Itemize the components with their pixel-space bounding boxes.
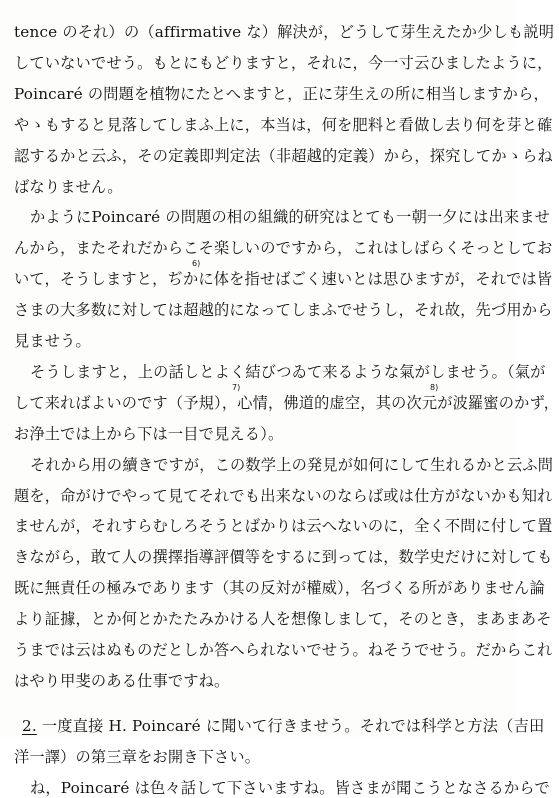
text-line: さまの大多数に対しては超越的になってしまふでせうし，それ故，先づ用から [14, 301, 553, 320]
section-text: 一度直接 H. Poincaré に聞いて行きませう。それでは科学と方法（吉田 [41, 716, 545, 735]
footnote-marker: 8) [430, 382, 439, 392]
text-line: それから用の續きですが，この数学上の発見が如何にして生れるかと云ふ問 [30, 455, 554, 474]
section-heading [22, 716, 545, 736]
text-line: 見ませう。 [14, 332, 91, 350]
footnote-marker: 6) [192, 259, 201, 269]
text-line: うまでは云はぬものだとしか答へられないでせう。ねそうでせう。だからこれ [14, 641, 553, 659]
text-line: より証據，とか何とかたたみかける人を想像しまして，そのとき，まあまあそ [14, 610, 552, 629]
text-line: かようにPoincaré の問題の相の組織的研究はとても一朝一夕には出来ませ [30, 208, 551, 227]
text-line: ばなりません。 [14, 177, 123, 196]
text-line: Poincaré の問題を植物にたとへますと，正に芽生えの所に相当しますから， [14, 84, 549, 103]
text-line: そうしますと，上の話しとよく結びつゐて来るような氣がしませう。（氣が [30, 362, 546, 381]
text-line: して来ればよいのです（予規），心情，佛道的虚空，其の次元が波羅蜜のかず， [14, 393, 559, 412]
text-line: んから，またそれだからこそ楽しいのですから，これはしばらくそっとしてお [14, 239, 553, 258]
text-line: していないでせう。もとにもどりますと，それに，今一寸云ひましたように， [14, 53, 553, 72]
text-line: きながら，敢て人の撰擇指導評價等をするに到っては，数学史だけに対しても [14, 548, 553, 567]
text-line: 認するかと云ふ，その定義即判定法（非超越的定義）から，探究してかゝらね [14, 146, 553, 165]
text-line: 洋一譯）の第三章をお開き下さい。 [14, 747, 261, 766]
text-line: ね，Poincaré は色々話して下さいますね。皆さまが聞こうとなさるからで [30, 778, 550, 797]
text-line: いて，そうしますと，ぢかに体を指せばごく速いとは思ひますが，それでは皆 [14, 270, 553, 289]
text-line: はやり甲斐のある仕事ですね。 [14, 671, 230, 690]
text-line: ませんが，それすらむしろそうとばかりは云へないのに，全く不問に付して置 [14, 517, 553, 536]
text-line: 既に無責任の極みであります（其の反対が權威），名づくる所がありません論 [14, 579, 545, 598]
footnote-marker: 7) [232, 382, 241, 392]
text-line: お浄土では上から下は一目で見える）。 [14, 424, 284, 443]
text-line: 題を，命がけでやって見てそれでも出来ないのならば或は仕方がないかも知れ [14, 486, 553, 505]
text-line: tence のそれ）の（affirmative な）解決が，どうして芽生えたか少しも説明 [14, 23, 555, 41]
section-number: 2. [22, 716, 37, 735]
text-line: やゝもすると見落してしまふ上に，本当は，何を肥料と看做し去り何を芽と確 [14, 115, 553, 134]
